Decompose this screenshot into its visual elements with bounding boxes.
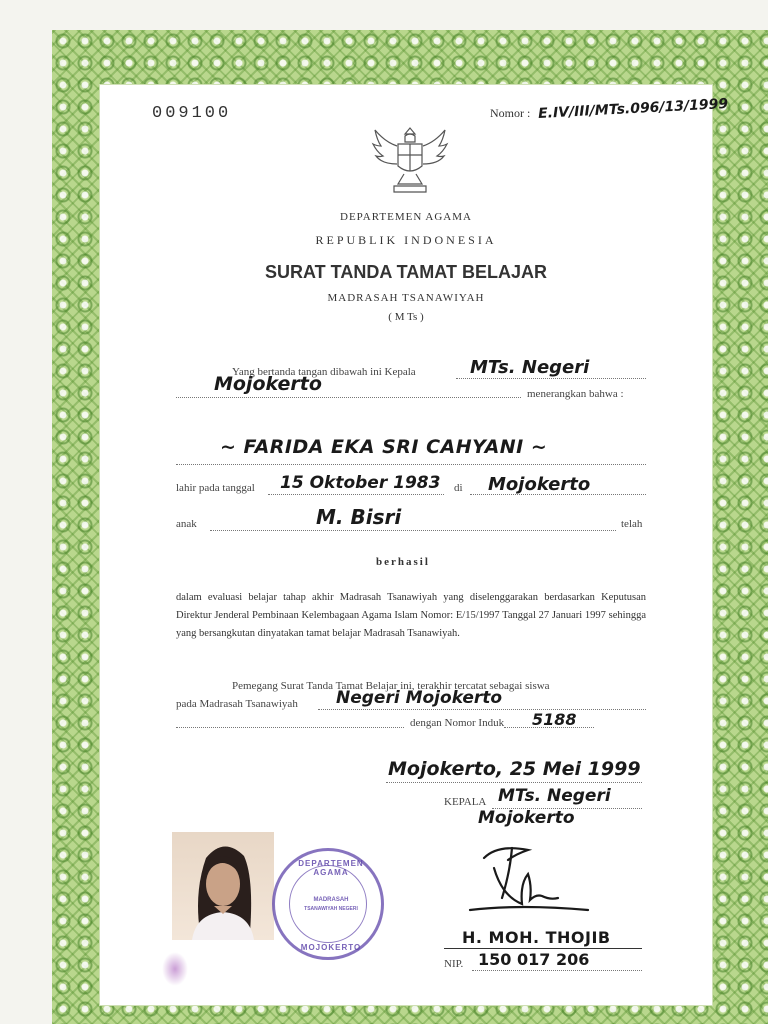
student-portrait-icon <box>172 832 274 940</box>
signer-name-field: H. MOH. THOJIB <box>462 928 611 947</box>
birth-date-field: 15 Oktober 1983 <box>280 473 441 493</box>
dotted-line <box>472 970 642 971</box>
serial-number: 009100 <box>152 104 232 123</box>
nip-field: 150 017 206 <box>478 950 590 969</box>
holder-school-label: pada Madrasah Tsanawiyah <box>176 698 298 710</box>
dotted-line <box>210 530 616 531</box>
school-city-field: Mojokerto <box>214 373 322 395</box>
stamp-top-text: DEPARTEMEN AGAMA <box>298 859 364 877</box>
holder-text: Pemegang Surat Tanda Tamat Belajar ini, terakhir tercatat sebagai siswa <box>232 680 550 692</box>
at-label: di <box>454 482 463 494</box>
head-city-field: Mojokerto <box>478 808 575 828</box>
signature <box>462 840 598 920</box>
has-label: telah <box>621 518 643 530</box>
student-name-field: ~ FARIDA EKA SRI CAHYANI ~ <box>220 436 548 458</box>
official-stamp <box>272 848 384 960</box>
department-heading: DEPARTEMEN AGAMA <box>340 211 472 223</box>
stamp-ink-smudge <box>162 952 188 986</box>
dotted-line <box>176 464 646 465</box>
intro-text: Yang bertanda tangan dibawah ini Kepala <box>232 366 416 378</box>
dotted-line <box>176 727 404 728</box>
place-date-field: Mojokerto, 25 Mei 1999 <box>388 758 641 780</box>
garuda-emblem-icon <box>368 124 452 196</box>
born-label: lahir pada tanggal <box>176 482 255 494</box>
result-text: berhasil <box>376 556 430 568</box>
parent-name-field: M. Bisri <box>316 505 402 529</box>
school-abbr: ( M Ts ) <box>388 311 424 323</box>
stamp-center-line-2: TSANAWIYAH NEGERI <box>304 906 358 912</box>
dotted-line <box>176 397 521 398</box>
dotted-line <box>268 494 444 495</box>
student-photo <box>172 832 274 940</box>
certificate-title: SURAT TANDA TAMAT BELAJAR <box>265 262 547 282</box>
student-number-field: 5188 <box>532 710 577 729</box>
statement-paragraph: dalam evaluasi belajar tahap akhir Madrasah Tsanawiyah yang diselenggarakan berdasarkan Keputusan Direktur Jenderal Pembinaan Kelembagaan Agama Islam Nomor: E/15/1997 Tanggal 27 Januari 1997 sehingga yang bersangkutan dinyatakan tamat belajar Madrasah Tsanawiyah. <box>176 592 646 639</box>
child-label: anak <box>176 518 197 530</box>
dotted-line <box>456 378 646 379</box>
head-label: KEPALA <box>444 796 487 808</box>
student-number-label: dengan Nomor Induk <box>410 717 505 729</box>
nomor-label: Nomor : <box>490 106 531 120</box>
dotted-line <box>318 709 646 710</box>
nip-label: NIP. <box>444 958 464 970</box>
stamp-bottom-text: MOJOKERTO <box>300 943 362 952</box>
signer-underline <box>444 948 642 949</box>
school-type: MADRASAH TSANAWIYAH <box>327 292 485 304</box>
birth-place-field: Mojokerto <box>488 474 591 495</box>
stamp-center-line-1: MADRASAH <box>313 897 349 903</box>
holder-school-field: Negeri Mojokerto <box>336 688 503 708</box>
school-name-field: MTs. Negeri <box>470 357 590 378</box>
republic-heading: REPUBLIK INDONESIA <box>315 233 497 247</box>
dotted-line <box>386 782 642 783</box>
nomor-value: E.IV/III/MTs.096/13/1999 <box>537 96 729 122</box>
declares-text: menerangkan bahwa : <box>527 388 624 400</box>
head-school-field: MTs. Negeri <box>498 786 611 806</box>
